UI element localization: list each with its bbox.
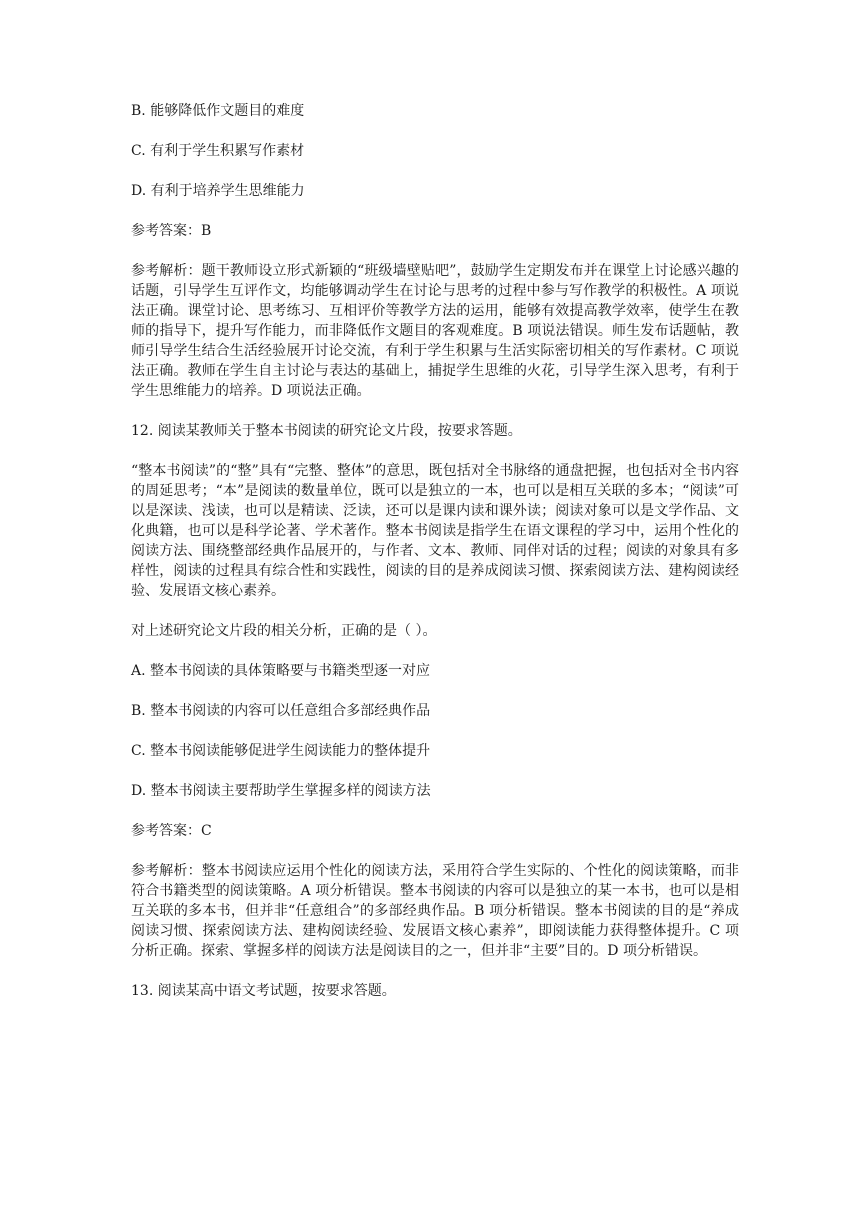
document-page [131, 101, 739, 1001]
q11-option-d: D. 有利于培养学生思维能力 [131, 183, 305, 199]
q12-passage: “整本书阅读”的“整”具有“完整、整体”的意思，既包括对全书脉络的通盘把握，也包括对全书内容的周延思考；“本”是阅读的数量单位，既可以是独立的一本，也可以是相互关联的多本；“阅读”可以是深读、浅读，也可以是精读、泛读，还可以是课内读和课外读；阅读对象可以是文学作品、文化典籍，也可以是科学论著、学术著作。整本书阅读是指学生在语文课程的学习中，运用个性化的阅读方法、围绕整部经典作品展开的，与作者、文本、教师、同伴对话的过程；阅读的对象具有多样性，阅读的过程具有综合性和实践性，阅读的目的是养成阅读习惯、探索阅读方法、建构阅读经验、发展语文核心素养。 [131, 463, 739, 599]
q12-analysis: 参考解析：整本书阅读应运用个性化的阅读方法，采用符合学生实际的、个性化的阅读策略，而非符合书籍类型的阅读策略。A 项分析错误。整本书阅读的内容可以是独立的某一本书，也可以是相互关联的多本书，但并非“任意组合”的多部经典作品。B 项分析错误。整本书阅读的目的是“养成阅读习惯、探索阅读方法、建构阅读经验、发展语文核心素养”，即阅读能力获得整体提升。C 项分析正确。探索、掌握多样的阅读方法是阅读目的之一，但并非“主要”目的。D 项分析错误。 [131, 863, 739, 959]
q12-option-a: A. 整本书阅读的具体策略要与书籍类型逐一对应 [131, 663, 431, 679]
q12-option-c: C. 整本书阅读能够促进学生阅读能力的整体提升 [131, 743, 431, 759]
q12-stem: 12. 阅读某教师关于整本书阅读的研究论文片段，按要求答题。 [131, 423, 522, 439]
q11-option-b: B. 能够降低作文题目的难度 [131, 103, 305, 119]
q12-option-d: D. 整本书阅读主要帮助学生掌握多样的阅读方法 [131, 783, 431, 799]
q13-stem: 13. 阅读某高中语文考试题，按要求答题。 [131, 983, 396, 999]
q11-answer: 参考答案：B [131, 223, 212, 239]
q11-option-c: C. 有利于学生积累写作素材 [131, 143, 305, 159]
q12-option-b: B. 整本书阅读的内容可以任意组合多部经典作品 [131, 703, 431, 719]
q11-analysis: 参考解析：题干教师设立形式新颖的“班级墙壁贴吧”，鼓励学生定期发布并在课堂上讨论感兴趣的话题，引导学生互评作文，均能够调动学生在讨论与思考的过程中参与写作教学的积极性。A 项说法正确。课堂讨论、思考练习、互相评价等教学方法的运用，能够有效提高教学效率，使学生在教师的指导下，提升写作能力，而非降低作文题目的客观难度。B 项说法错误。师生发布话题帖，教师引导学生结合生活经验展开讨论交流，有利于学生积累与生活实际密切相关的写作素材。C 项说法正确。教师在学生自主讨论与表达的基础上，捕捉学生思维的火花，引导学生深入思考，有利于学生思维能力的培养。D 项说法正确。 [131, 263, 739, 399]
q12-answer: 参考答案：C [131, 823, 212, 839]
q12-question: 对上述研究论文片段的相关分析，正确的是（ ）。 [131, 623, 437, 639]
